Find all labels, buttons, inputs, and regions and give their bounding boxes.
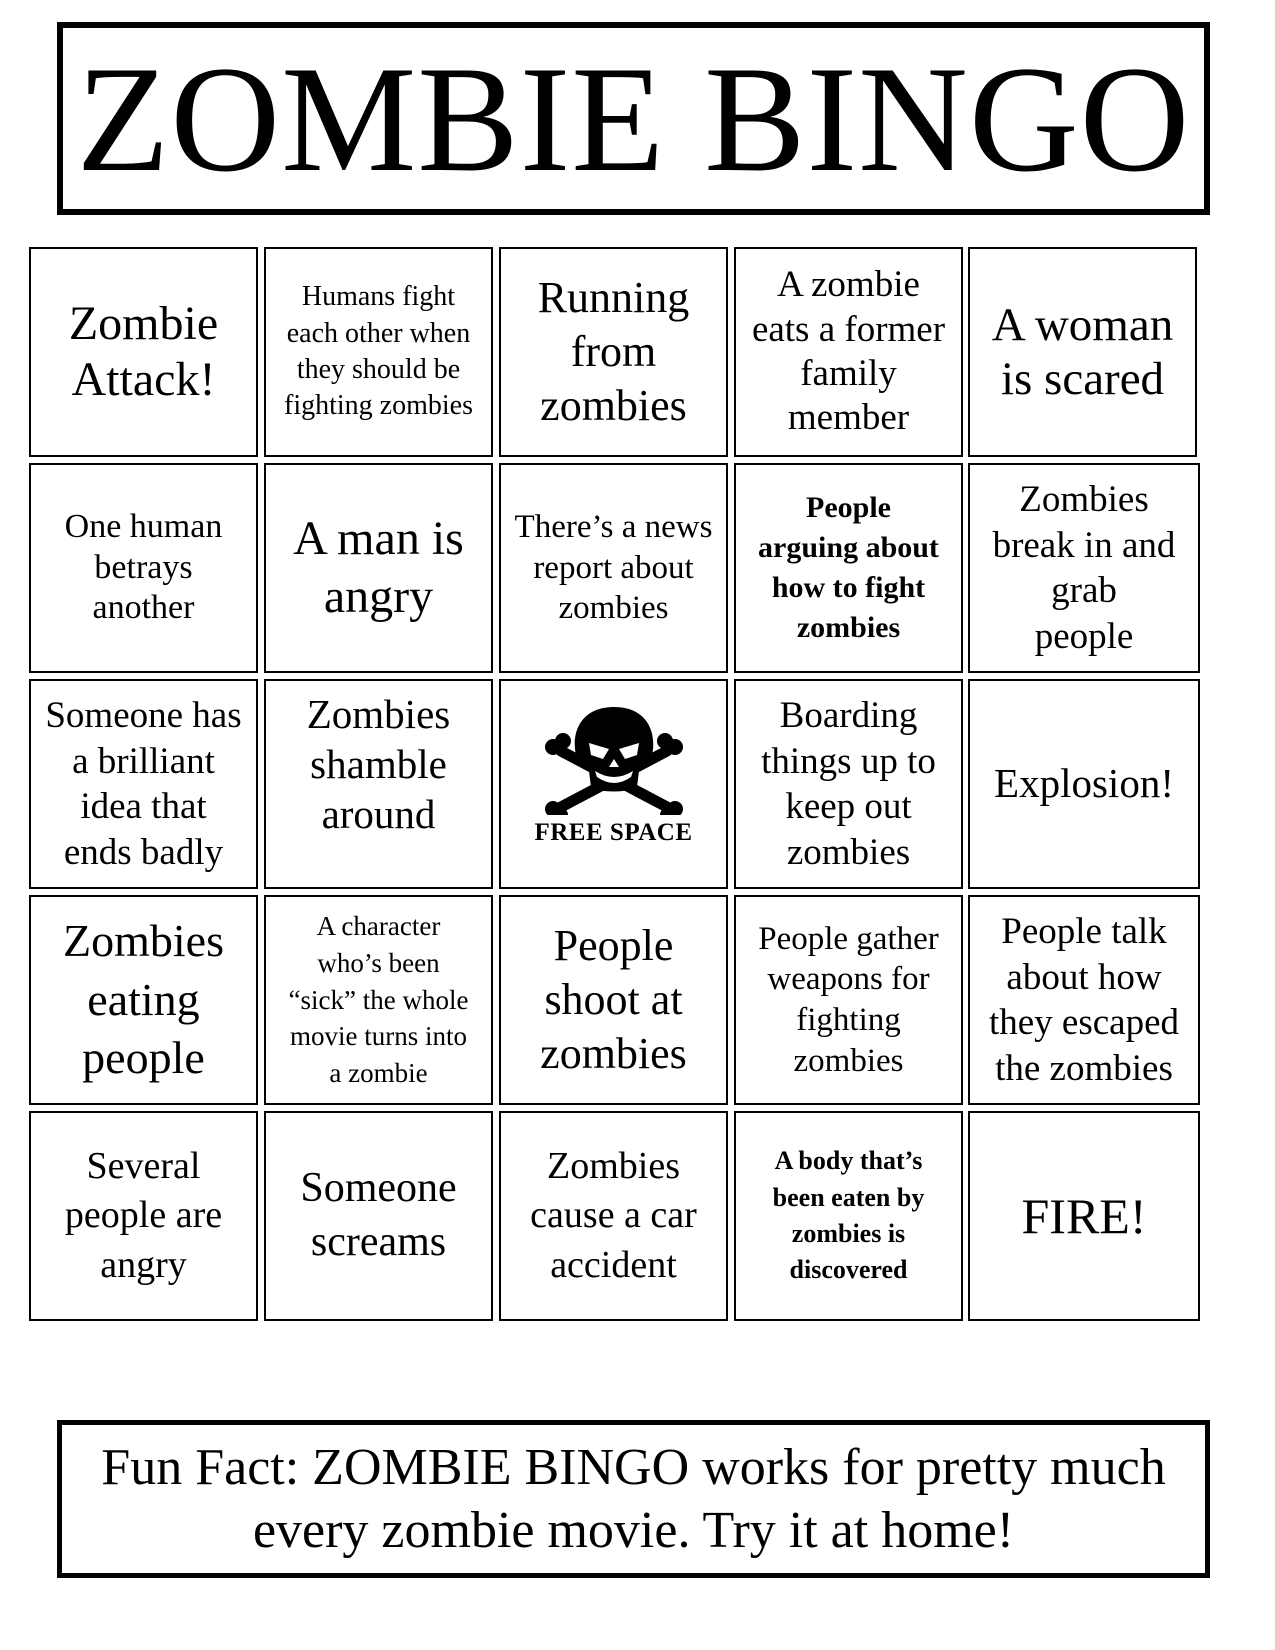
cell-line: FIRE! bbox=[1021, 1188, 1147, 1244]
cell-line: screams bbox=[310, 1219, 447, 1265]
cell-line: zombies bbox=[786, 831, 911, 873]
cell-line: Zombie bbox=[68, 296, 219, 350]
cell-line: Attack! bbox=[71, 353, 216, 406]
cell-line: a brilliant bbox=[72, 740, 215, 782]
bingo-cell bbox=[968, 679, 1200, 889]
cell-line: who’s been bbox=[317, 947, 440, 978]
bingo-cell bbox=[968, 463, 1200, 673]
cell-line: they should be bbox=[296, 354, 461, 385]
bingo-cell bbox=[734, 895, 963, 1105]
bingo-cell bbox=[29, 1111, 258, 1321]
page-title: ZOMBIE BINGO bbox=[76, 34, 1191, 203]
bingo-cell bbox=[29, 247, 258, 457]
cell-line: zombies bbox=[540, 380, 687, 430]
cell-line: break in and bbox=[992, 524, 1176, 566]
cell-line: movie turns into bbox=[290, 1021, 467, 1052]
cell-line: People gather bbox=[758, 920, 939, 957]
bingo-cell bbox=[264, 463, 493, 673]
cell-line: about how bbox=[1006, 956, 1162, 998]
cell-line: weapons for bbox=[767, 961, 930, 998]
cell-line: cause a car bbox=[530, 1194, 697, 1237]
cell-line: A man is bbox=[293, 512, 464, 566]
cell-line: Explosion! bbox=[994, 760, 1174, 807]
cell-line: “sick” the whole bbox=[288, 984, 469, 1015]
bingo-cell bbox=[264, 247, 493, 457]
free-space-label: FREE SPACE bbox=[534, 819, 693, 846]
cell-line: fighting zombies bbox=[284, 390, 473, 422]
cell-line: people bbox=[1034, 615, 1134, 657]
free-space-cell bbox=[499, 679, 728, 889]
cell-line: zombies is bbox=[791, 1219, 906, 1248]
cell-line: Zombies bbox=[1019, 479, 1149, 520]
cell-line: eats a former bbox=[751, 308, 946, 350]
cell-line: the zombies bbox=[995, 1047, 1173, 1089]
cell-line: is scared bbox=[1000, 353, 1165, 405]
bingo-cell bbox=[499, 247, 728, 457]
bingo-cell bbox=[968, 895, 1200, 1105]
bingo-cell bbox=[264, 679, 493, 889]
cell-line: how to fight bbox=[771, 571, 926, 604]
cell-line: grab bbox=[1051, 570, 1117, 611]
cell-line: Zombies bbox=[547, 1144, 680, 1187]
cell-line: Several bbox=[86, 1144, 201, 1187]
fun-fact-line: every zombie movie. Try it at home! bbox=[252, 1502, 1015, 1559]
cell-line: keep out bbox=[785, 786, 912, 827]
bingo-cell bbox=[734, 247, 963, 457]
fun-fact-line: Fun Fact: ZOMBIE BINGO works for pretty much bbox=[101, 1438, 1166, 1496]
bingo-cell bbox=[264, 1111, 493, 1321]
cell-line: A character bbox=[316, 911, 441, 942]
cell-line: Running bbox=[537, 273, 690, 323]
cell-line: Humans fight bbox=[301, 281, 456, 313]
cell-line: angry bbox=[323, 570, 434, 623]
cell-line: zombies bbox=[558, 590, 669, 627]
bingo-cell bbox=[968, 247, 1197, 457]
cell-line: idea that bbox=[80, 786, 207, 827]
cell-line: a zombie bbox=[329, 1058, 428, 1089]
cell-line: they escaped bbox=[988, 1002, 1180, 1043]
cell-line: A zombie bbox=[777, 264, 920, 306]
cell-line: ends badly bbox=[63, 831, 224, 873]
skull-crossbones-icon bbox=[539, 703, 689, 815]
cell-line: People talk bbox=[1001, 911, 1167, 952]
cell-line: People bbox=[806, 491, 891, 525]
bingo-cell bbox=[734, 679, 963, 889]
bingo-cell bbox=[29, 679, 258, 889]
bingo-cell bbox=[499, 1111, 728, 1321]
fun-fact-box bbox=[57, 1420, 1210, 1578]
cell-line: shamble bbox=[310, 741, 447, 788]
cell-line: zombies bbox=[796, 610, 901, 644]
cell-line: member bbox=[787, 397, 910, 439]
cell-line: betrays bbox=[94, 548, 193, 586]
cell-line: from bbox=[570, 327, 657, 377]
bingo-cell bbox=[734, 463, 963, 673]
cell-line: zombies bbox=[793, 1042, 904, 1079]
bingo-cell bbox=[29, 463, 258, 673]
bingo-cell bbox=[29, 895, 258, 1105]
cell-line: A woman bbox=[991, 298, 1174, 351]
bingo-cell bbox=[499, 463, 728, 673]
cell-line: One human bbox=[64, 507, 223, 545]
cell-line: Zombies bbox=[306, 691, 451, 737]
cell-line: discovered bbox=[789, 1255, 908, 1285]
cell-line: angry bbox=[100, 1243, 187, 1286]
cell-line: people are bbox=[64, 1194, 223, 1237]
cell-line: A body that’s bbox=[774, 1146, 923, 1176]
bingo-cell bbox=[264, 895, 493, 1105]
cell-line: shoot at bbox=[544, 975, 683, 1025]
cell-line: people bbox=[82, 1032, 205, 1084]
cell-line: arguing about bbox=[758, 531, 939, 565]
cell-line: There’s a news bbox=[514, 509, 713, 546]
cell-line: been eaten by bbox=[772, 1182, 925, 1212]
cell-line: Zombies bbox=[63, 914, 224, 966]
cell-line: report about bbox=[533, 549, 694, 586]
cell-line: accident bbox=[550, 1243, 677, 1286]
cell-line: around bbox=[321, 791, 436, 838]
bingo-cell bbox=[499, 895, 728, 1105]
cell-line: Someone bbox=[300, 1165, 457, 1212]
cell-line: each other when bbox=[286, 317, 471, 349]
title-box bbox=[57, 22, 1210, 215]
cell-line: Someone has bbox=[45, 695, 242, 736]
bingo-cell bbox=[734, 1111, 963, 1321]
bingo-cell bbox=[968, 1111, 1200, 1321]
cell-line: People bbox=[553, 921, 674, 971]
cell-line: things up to bbox=[761, 740, 936, 782]
cell-line: family bbox=[800, 353, 897, 394]
cell-line: zombies bbox=[540, 1028, 687, 1078]
cell-line: Boarding bbox=[779, 695, 918, 736]
cell-line: another bbox=[92, 589, 195, 627]
cell-line: fighting bbox=[796, 1002, 901, 1038]
cell-line: eating bbox=[87, 973, 200, 1025]
